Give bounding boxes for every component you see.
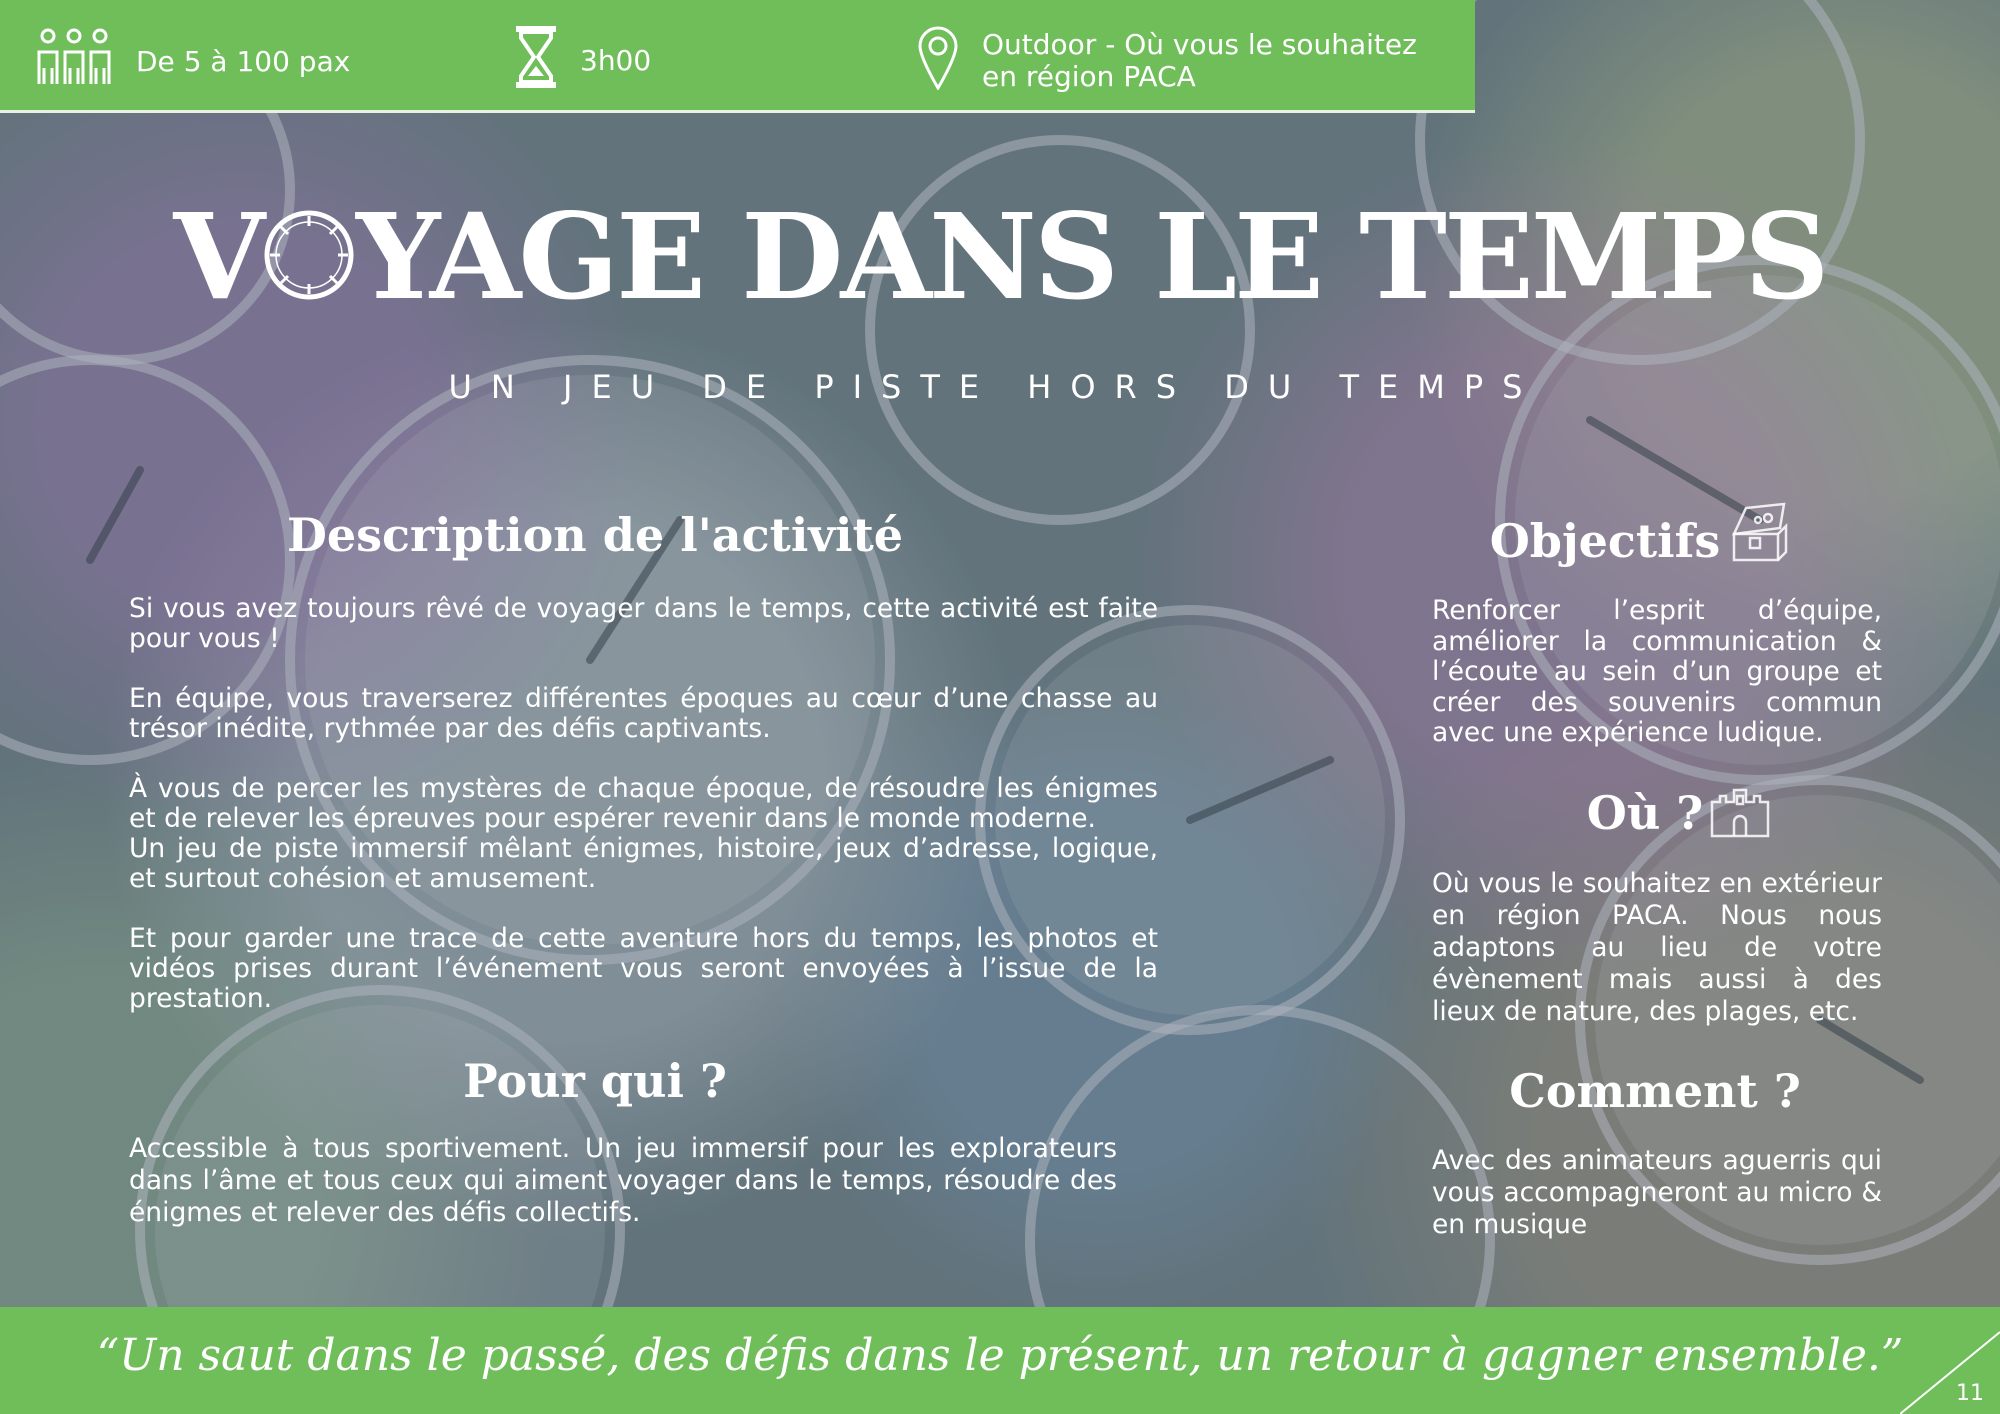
description-paragraph: À vous de percer les mystères de chaque époque, de résoudre les énigmes et de relever les épreuves pour espérer revenir dans le monde moderne.: [129, 773, 1158, 834]
page-subtitle: UN JEU DE PISTE HORS DU TEMPS: [448, 368, 1542, 406]
description-paragraph: Un jeu de piste immersif mêlant énigmes, histoire, jeux d’adresse, logique, et surtout cohésion et amusement.: [129, 833, 1158, 894]
objectives-heading: Objectifs: [1489, 514, 1721, 568]
for-whom-heading: Pour qui ?: [463, 1054, 727, 1108]
how-body: Avec des animateurs aguerris qui vous accompagneront au micro & en musique: [1432, 1145, 1882, 1240]
treasure-chest-icon: [1728, 500, 1790, 570]
description-heading: Description de l'activité: [286, 508, 904, 562]
where-body: Où vous le souhaitez en extérieur en région PACA. Nous nous adaptons au lieu de votre évènement mais aussi à des lieux de nature, des plages, etc.: [1432, 868, 1882, 1027]
description-paragraph: Et pour garder une trace de cette aventure hors du temps, les photos et vidéos prises durant l’événement vous seront envoyées à l’issue de la prestation.: [129, 923, 1158, 1014]
title-part-1: V: [173, 187, 263, 326]
location-line-1: Outdoor - Où vous le souhaitez: [982, 27, 1417, 61]
participants-info: [34, 28, 350, 95]
page-number: 11: [1956, 1381, 1984, 1406]
page-corner-mark: [1900, 1330, 2000, 1414]
page-title: [0, 187, 2000, 326]
location-info: [916, 24, 1417, 97]
castle-icon: [1708, 780, 1772, 842]
location-text: [982, 29, 1417, 93]
location-pin-icon: [916, 24, 960, 97]
description-paragraph: En équipe, vous traverserez différentes époques au cœur d’une chasse au trésor inédite, rythmée par des défis captivants.: [129, 683, 1158, 744]
description-body: [129, 594, 1158, 1044]
hourglass-icon: [514, 26, 558, 95]
description-paragraph: Si vous avez toujours rêvé de voyager dans le temps, cette activité est faite pour vous !: [129, 593, 1158, 654]
location-line-2: en région PACA: [982, 59, 1196, 93]
title-part-2: YAGE DANS LE TEMPS: [356, 187, 1827, 326]
footer-quote: “Un saut dans le passé, des défis dans le présent, un retour à gagner ensemble.”: [96, 1330, 1904, 1381]
how-heading: Comment ?: [1509, 1064, 1801, 1118]
group-icon: [34, 28, 114, 95]
where-heading: Où ?: [1586, 786, 1704, 840]
info-bar: [0, 0, 1475, 113]
duration-info: [514, 26, 651, 95]
for-whom-body: Accessible à tous sportivement. Un jeu immersif pour les explorateurs dans l’âme et tous ceux qui aiment voyager dans le temps, résoudre des énigmes et relever des défis collectifs.: [129, 1133, 1117, 1228]
duration-text: 3h00: [580, 43, 652, 77]
participants-text: De 5 à 100 pax: [136, 44, 351, 78]
objectives-body: Renforcer l’esprit d’équipe, améliorer la communication & l’écoute au sein d’un groupe et créer des souvenirs commun avec une expérience ludique.: [1432, 595, 1882, 748]
clock-icon: [264, 194, 354, 284]
